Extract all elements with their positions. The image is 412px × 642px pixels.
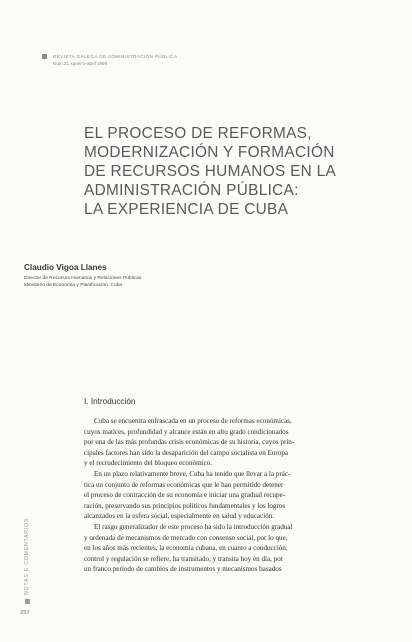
square-bullet-icon — [42, 54, 47, 59]
title-line: LA EXPERIENCIA DE CUBA — [84, 201, 289, 218]
body-text — [84, 416, 384, 575]
title-line: MODERNIZACIÓN Y FORMACIÓN — [84, 144, 335, 161]
author-name: Claudio Vigoa Llanes — [24, 263, 107, 272]
body-line: el proceso de contracción de su economía e iniciar una gradual recupe- — [84, 491, 286, 500]
title-line: ADMINISTRACIÓN PÚBLICA: — [84, 182, 299, 199]
body-line: y ordenada de mecanismos de mercado con consenso social, por lo que, — [84, 533, 288, 542]
page-number: 257 — [20, 610, 30, 616]
body-line: alcanzados en la esfera social, especialmente en salud y educación. — [84, 512, 275, 521]
running-header — [42, 54, 177, 66]
author-block — [24, 263, 141, 289]
body-line: un franco período de cambios de instrumentos y mecanismos basados — [84, 565, 282, 574]
title-line: EL PROCESO DE REFORMAS, — [84, 125, 312, 142]
body-line: Cuba se encuentra enfrascada en un proceso de reformas económicas, — [94, 417, 292, 425]
body-line: control y regulación se refiere, ha transitado, y transita hoy en día, por — [84, 554, 284, 563]
body-line: en los años más recientes, la economía cubana, en cuanto a conducción, — [84, 544, 288, 553]
author-role: Director de Recursos Humanos y Relaciones Públicas — [24, 276, 142, 281]
title-line: DE RECURSOS HUMANOS EN LA — [84, 163, 337, 180]
body-line: cipales factores han sido la desaparición del campo socialista en Europa — [84, 448, 289, 457]
body-line: En un plazo relativamente breve, Cuba ha tenido que llevar a la prác- — [94, 469, 291, 478]
body-line: ración, preservando sus principios políticos fundamentales y los logros — [84, 501, 286, 510]
author-organization: Ministerio de Economía y Planificación. Cuba — [24, 283, 123, 288]
body-line: cuyos matices, profundidad y alcance están en alto grado condicionados — [84, 427, 289, 436]
body-line: por una de las más profundas crisis económicas de su historia, cuyos prin- — [84, 438, 295, 447]
article-title — [84, 124, 384, 219]
section-heading: I. Introducción — [84, 397, 136, 406]
body-line: y el recrudecimiento del bloqueo económico. — [84, 459, 213, 468]
body-line: El rasgo generalizador de este proceso ha sido la introducción gradual — [94, 522, 293, 531]
square-bullet-icon — [25, 599, 30, 604]
journal-name: REVISTA GALEGA DE ADMINISTRACIÓN PÚBLICA — [53, 54, 178, 59]
section-side-label — [24, 518, 30, 604]
body-line: tica un conjunto de reformas económicas que le han permitido detener — [84, 480, 284, 489]
side-label-text: NOTAS E COMENTARIOS — [24, 517, 30, 595]
issue-info: Núm.21 xaneiro-abril 1999 — [53, 61, 108, 66]
